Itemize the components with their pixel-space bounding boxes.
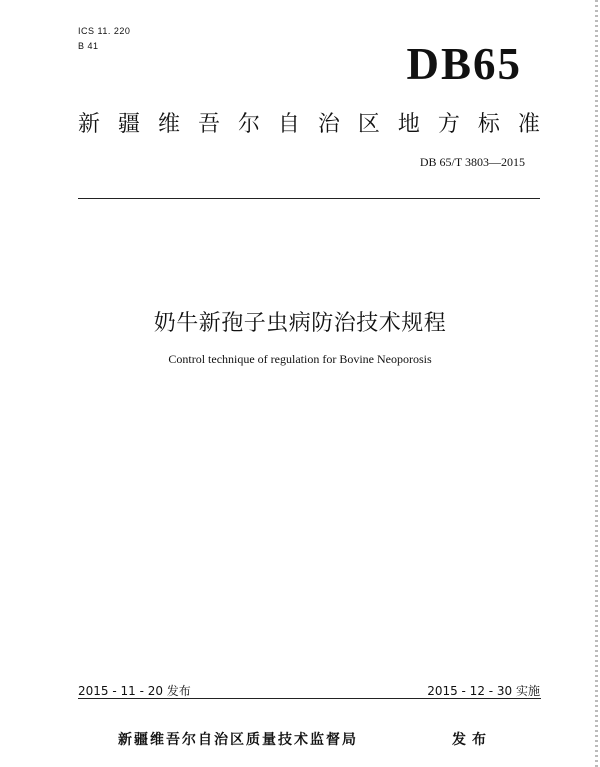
issuing-authority-title bbox=[78, 107, 540, 138]
authority-char: 标 bbox=[477, 112, 500, 137]
publisher-name: 新疆维吾尔自治区质量技术监督局 bbox=[118, 732, 358, 748]
authority-char: 自 bbox=[277, 112, 300, 137]
header-divider bbox=[78, 198, 540, 199]
authority-char: 新 bbox=[78, 112, 101, 137]
authority-char: 尔 bbox=[237, 112, 260, 137]
implementation-date: 2015 - 12 - 30 实施 bbox=[427, 684, 540, 698]
standard-number: DB 65/T 3803—2015 bbox=[419, 155, 525, 169]
authority-char: 治 bbox=[317, 112, 340, 137]
scan-edge-decoration bbox=[595, 0, 598, 767]
publish-label: 发布 bbox=[452, 732, 492, 748]
authority-char: 区 bbox=[357, 112, 380, 137]
authority-char: 方 bbox=[437, 112, 460, 137]
ccs-code: B 41 bbox=[78, 41, 99, 51]
document-title-zh: 奶牛新孢子虫病防治技术规程 bbox=[153, 311, 447, 336]
ics-code: ICS 11. 220 bbox=[78, 26, 131, 36]
footer-divider bbox=[78, 698, 541, 699]
authority-char: 维 bbox=[157, 112, 180, 137]
authority-char: 准 bbox=[517, 112, 540, 137]
authority-char: 吾 bbox=[197, 112, 220, 137]
db65-logo: DB65 bbox=[406, 39, 522, 89]
authority-char: 地 bbox=[397, 112, 420, 137]
authority-char: 疆 bbox=[117, 112, 140, 137]
document-title-en: Control technique of regulation for Bovine Neoporosis bbox=[168, 352, 432, 366]
issue-date: 2015 - 11 - 20 发布 bbox=[78, 684, 191, 698]
